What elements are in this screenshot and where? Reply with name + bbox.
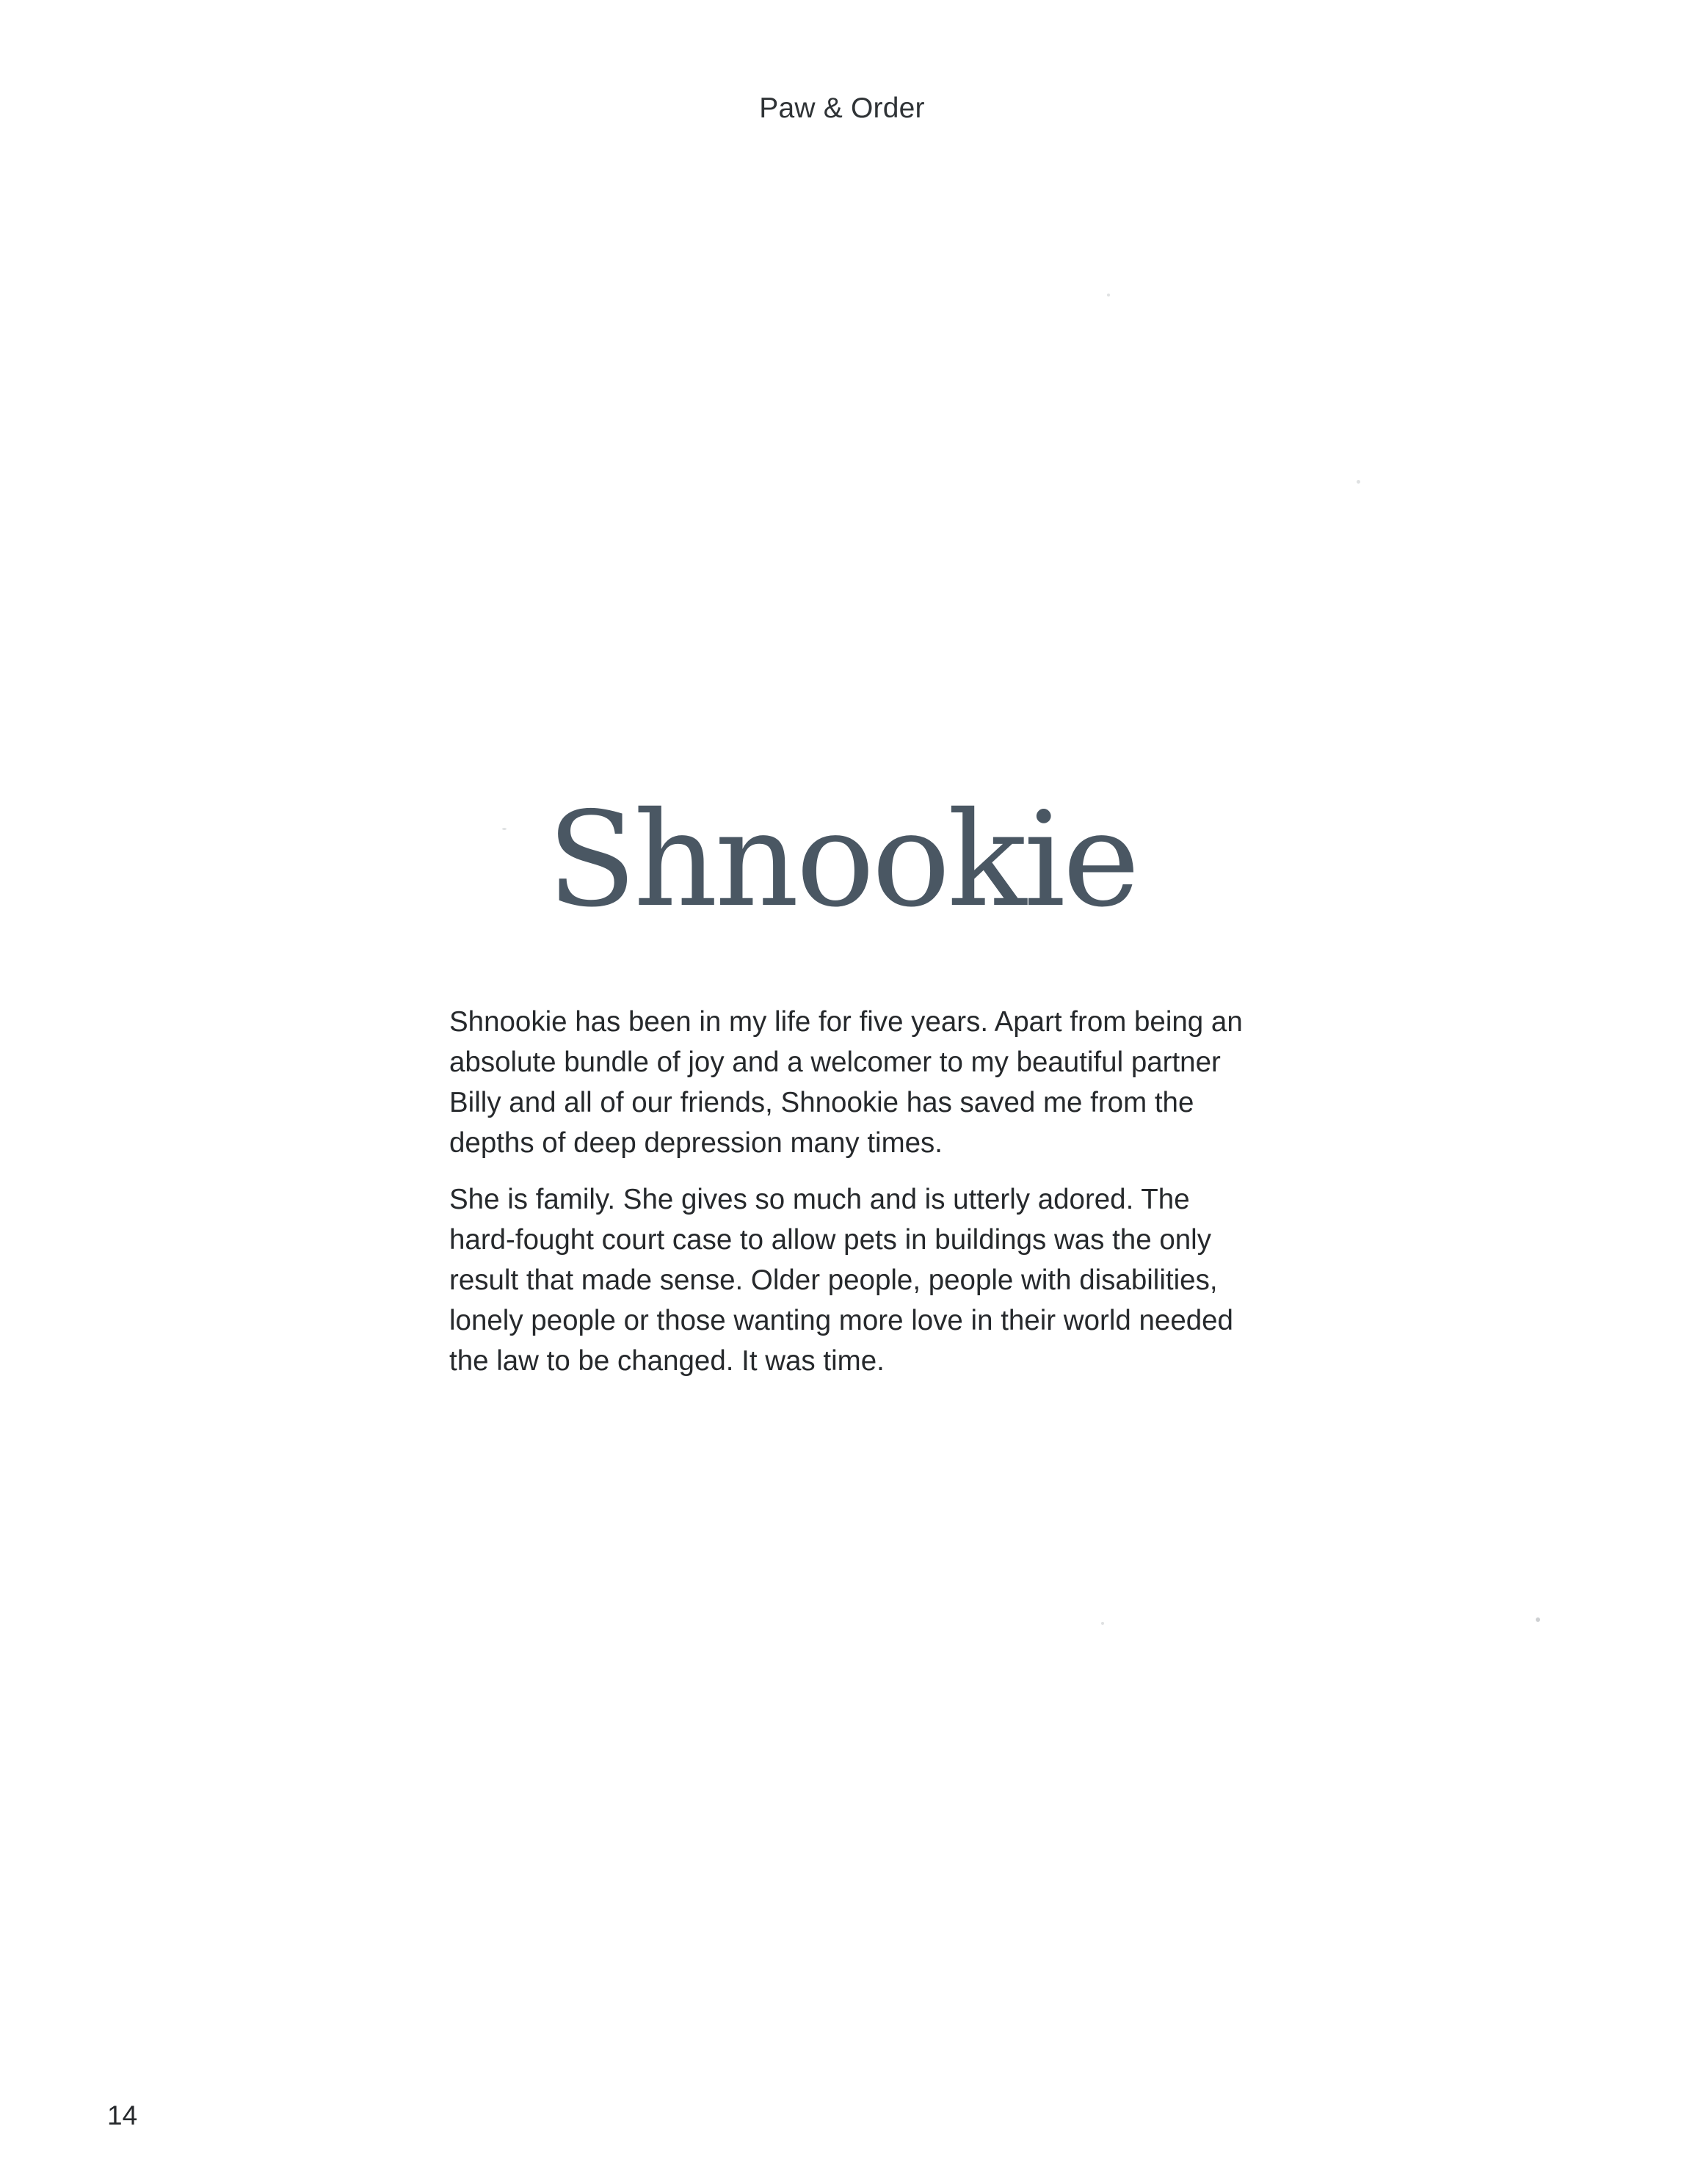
running-header: Paw & Order [759,92,925,124]
body-paragraph-2: She is family. She gives so much and is utterly adored. The hard-fought court case to allow pets in buildings was the only result that made sense. Older people, people with disabilities, lonely people or those wanting more love in their world needed the law to be changed. It was time. [449,1184,1233,1377]
body-paragraph-1: Shnookie has been in my life for five years. Apart from being an absolute bundle of joy and a welcomer to my beautiful partner Billy and all of our friends, Shnookie has saved me from the depths of deep depression many times. [449,1006,1243,1159]
scan-speck [1357,480,1360,484]
scan-speck [1107,294,1110,296]
scan-speck [502,828,507,830]
article-body [449,1002,1263,1397]
page-number: 14 [107,2100,138,2130]
scan-speck [1101,1622,1104,1625]
article-title: Shnookie [547,784,1137,936]
scan-speck [1536,1617,1540,1622]
